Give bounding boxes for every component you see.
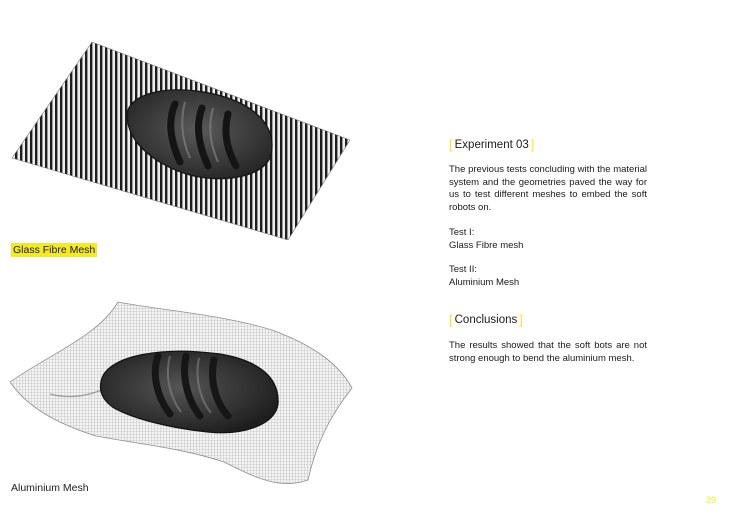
test-2-label: Test II: (449, 264, 477, 275)
experiment-heading-text: Experiment 03 (454, 138, 529, 151)
test-1-value: Glass Fibre mesh (449, 239, 524, 251)
conclusions-heading-text: Conclusions (454, 313, 518, 326)
heading-bracket-right: ] (530, 137, 535, 152)
aluminium-mesh-caption: Aluminium Mesh (11, 482, 89, 494)
test-2-value: Aluminium Mesh (449, 276, 520, 288)
conclusions-heading (449, 313, 523, 326)
heading-bracket-left: [ (449, 137, 453, 152)
heading-bracket-left: [ (449, 312, 453, 327)
test-1 (449, 227, 647, 252)
page-number: 39 (706, 495, 717, 505)
test-2 (449, 264, 647, 289)
experiment-intro: The previous tests concluding with the material system and the geometries paved the way for us to test different meshes to embed the soft robots on. (449, 164, 647, 213)
conclusions-text: The results showed that the soft bots are not strong enough to bend the aluminium mesh. (449, 340, 647, 364)
heading-bracket-right: ] (519, 312, 523, 327)
aluminium-mesh-photo (10, 296, 360, 491)
glass-fibre-mesh-photo (10, 40, 360, 240)
experiment-heading (449, 138, 534, 151)
glass-fibre-mesh-caption: Glass Fibre Mesh (13, 244, 96, 256)
test-1-label: Test I: (449, 227, 475, 238)
